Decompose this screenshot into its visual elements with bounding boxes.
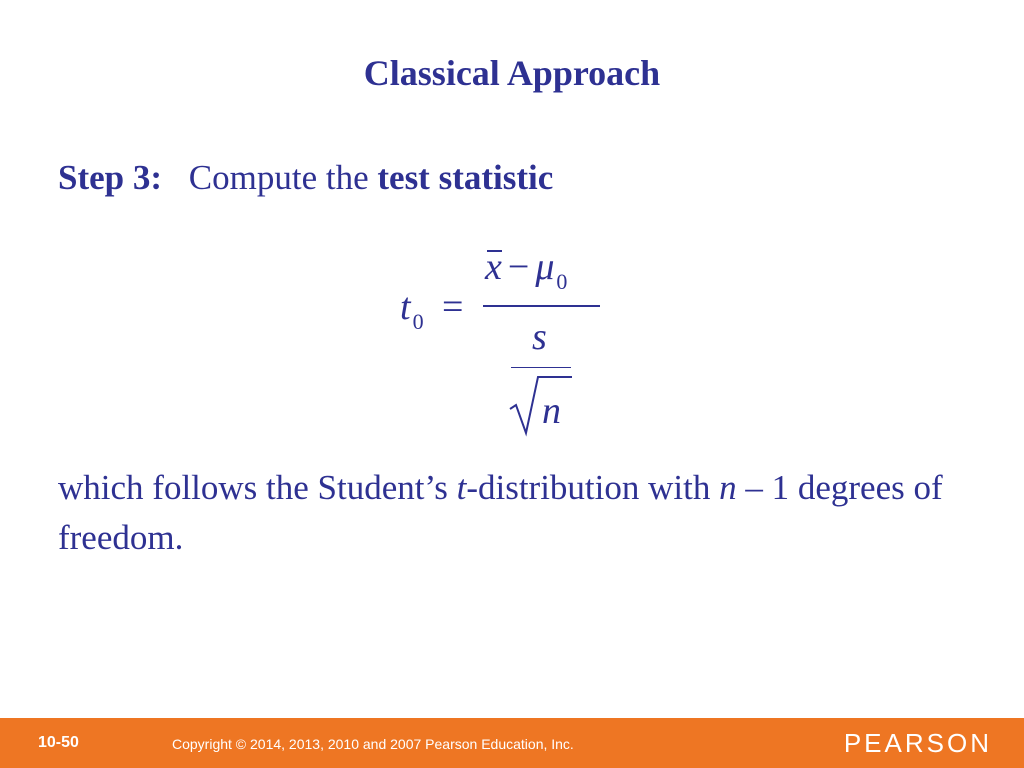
step-bold-term: test statistic — [377, 158, 554, 197]
formula-lhs — [400, 285, 424, 334]
para-t: t — [456, 468, 467, 507]
formula-s: s — [532, 316, 547, 358]
slide-title: Classical Approach — [363, 53, 661, 93]
formula-t: t — [400, 286, 411, 328]
test-statistic-formula — [380, 245, 620, 445]
page-number: 10-50 — [38, 734, 79, 751]
formula-xbar: x — [485, 246, 502, 288]
formula-mu-subscript: 0 — [556, 269, 568, 294]
copyright-text: Copyright © 2014, 2013, 2010 and 2007 Pearson Education, Inc. — [172, 736, 574, 752]
para-part2: -distribution with — [466, 468, 720, 507]
formula-numerator — [485, 245, 568, 294]
step-text: Compute the — [188, 158, 369, 197]
para-n: n — [719, 468, 737, 507]
formula-equals: = — [442, 286, 464, 328]
formula-inner-fraction-bar — [511, 367, 571, 368]
pearson-logo: PEARSON — [843, 728, 992, 758]
step-line — [58, 158, 553, 198]
para-part3: – 1 degrees of freedom. — [58, 468, 943, 557]
formula-fraction-bar — [483, 305, 600, 307]
formula-mu: μ — [535, 246, 555, 288]
step-label: Step 3: — [58, 158, 163, 197]
para-part1: which follows the Student’s — [58, 468, 457, 507]
formula-minus: − — [507, 246, 530, 288]
formula-t-subscript: 0 — [412, 309, 424, 334]
formula-n: n — [542, 390, 561, 432]
sqrt-symbol-icon — [508, 371, 574, 437]
footer-bar — [0, 718, 1024, 768]
explanation-paragraph — [58, 463, 978, 563]
